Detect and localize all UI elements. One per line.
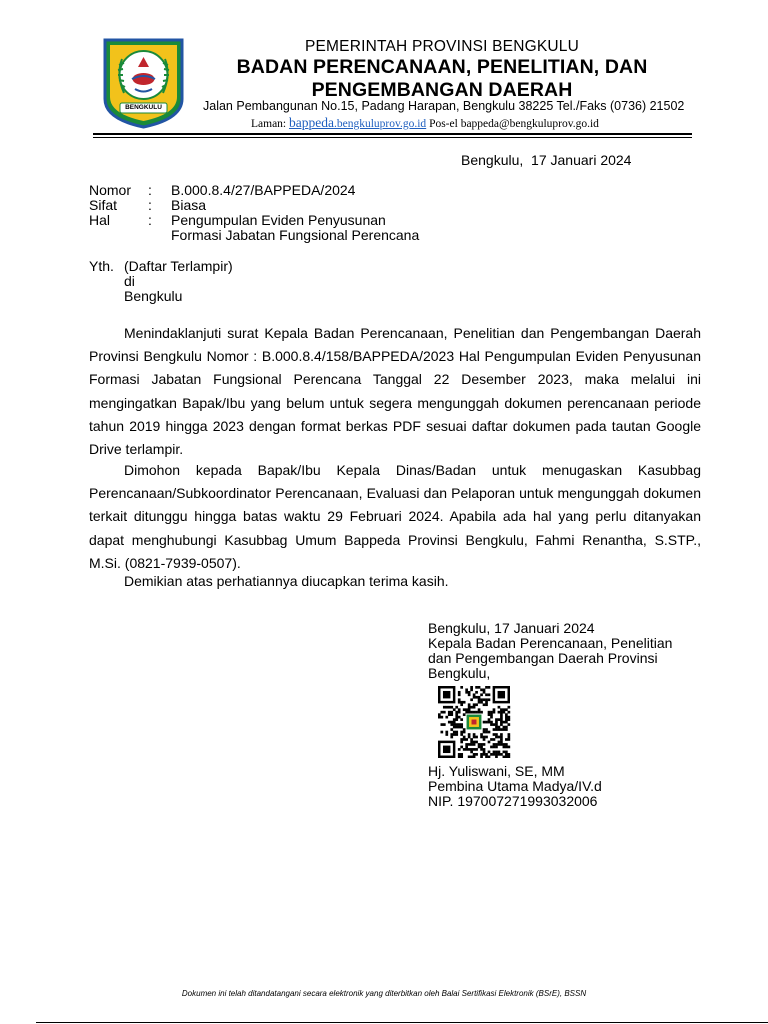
e-signature-footer-note: Dokumen ini telah ditandatangani secara elektronik yang diterbitkan oleh Balai Sertifikasi Elektronik (BSrE), BSSN [181, 989, 587, 998]
header-label: Sifat [89, 197, 118, 213]
signatory-rank: Pembina Utama Madya/IV.d [428, 778, 602, 794]
letterhead-government: PEMERINTAH PROVINSI BENGKULU [304, 38, 580, 55]
website-link[interactable] [289, 115, 427, 130]
header-colon [148, 228, 171, 243]
letterhead-address: Jalan Pembangunan No.15, Padang Harapan, Bengkulu 38225 Tel./Faks (0736) 21502 [203, 99, 685, 113]
letterhead-rule-thick [93, 133, 692, 135]
logo-text: BENGKULU [125, 104, 162, 111]
letter-header-block [89, 183, 419, 243]
letter-date: Bengkulu, 17 Januari 2024 [461, 152, 632, 168]
header-row-sifat [89, 198, 419, 213]
body-paragraph-2: Dimohon kepada Bapak/Ibu Kepala Dinas/Badan untuk menugaskan Kasubbag Perencanaan/Subkoordinator Perencanaan, Evaluasi dan Pelaporan untuk mengunggah dokumen terkait ditunggu hingga batas waktu 29 Februari 2024. Apabila ada hal yang perlu ditanyakan dapat menghubungi Kasubbag Umum Bappeda Provinsi Bengkulu, Fahmi Renantha, S.STP., M.Si. (0821-7939-0507). [89, 462, 701, 571]
signature-heading [428, 621, 672, 681]
header-row-nomor [89, 183, 419, 198]
header-row-hal-continued [89, 228, 419, 243]
header-label [89, 228, 148, 243]
letterhead-contact [251, 115, 599, 131]
signature-title-line2: dan Pengembangan Daerah Provinsi [428, 650, 658, 666]
header-value: Formasi Jabatan Fungsional Perencana [171, 227, 420, 243]
body-paragraph-1: Menindaklanjuti surat Kepala Badan Perencanaan, Penelitian dan Pengembangan Daerah Provinsi Bengkulu Nomor : B.000.8.4/158/BAPPEDA/2023 Hal Pengumpulan Eviden Penyusunan Formasi Jabatan Fungsional Perencana Tanggal 22 Desember 2023, maka melalui ini mengingatkan Bapak/Ibu yang belum untuk segera mengunggah dokumen perencanaan periode tahun 2019 hingga 2023 dengan format berkas PDF sesuai daftar dokumen pada tautan Google Drive terlampir. [89, 325, 701, 458]
body-paragraph-3: Demikian atas perhatiannya diucapkan terima kasih. [124, 573, 449, 589]
header-label: Nomor [89, 182, 132, 198]
header-label: Hal [89, 212, 111, 228]
letterhead-rule-thin [93, 137, 692, 138]
website-link-rest: .bengkuluprov.go.id [333, 118, 427, 130]
signatory-name: Hj. Yuliswani, SE, MM [428, 763, 565, 779]
header-row-hal [89, 213, 419, 228]
letterhead-agency-line1: BADAN PERENCANAAN, PENELITIAN, DAN [236, 56, 648, 78]
header-value: B.000.8.4/27/BAPPEDA/2024 [171, 182, 356, 198]
header-value: Biasa [171, 197, 207, 213]
header-colon: : [148, 197, 152, 213]
signatory-nip: NIP. 197007271993032006 [428, 793, 598, 809]
email-text: Pos-el bappeda@bengkuluprov.go.id [429, 118, 599, 130]
signature-title-line1: Kepala Badan Perencanaan, Penelitian [428, 635, 673, 651]
signatory-block [428, 764, 602, 809]
qr-code-icon [431, 686, 517, 758]
letterhead-agency-line2: PENGEMBANGAN DAERAH [311, 79, 573, 101]
footer-rule [36, 1022, 768, 1023]
recipient-salutation: Yth. [89, 258, 114, 274]
header-colon: : [148, 212, 152, 228]
recipient-di: di [124, 273, 135, 289]
recipient-block [89, 259, 233, 304]
header-value: Pengumpulan Eviden Penyusunan [171, 212, 386, 228]
laman-label: Laman: [251, 118, 287, 130]
signature-title-line3: Bengkulu, [428, 665, 491, 681]
header-colon: : [148, 182, 152, 198]
recipient-name: (Daftar Terlampir) [124, 258, 233, 274]
website-link-main: bappeda [289, 115, 334, 130]
signature-place-date: Bengkulu, 17 Januari 2024 [428, 620, 595, 636]
recipient-city: Bengkulu [124, 288, 183, 304]
